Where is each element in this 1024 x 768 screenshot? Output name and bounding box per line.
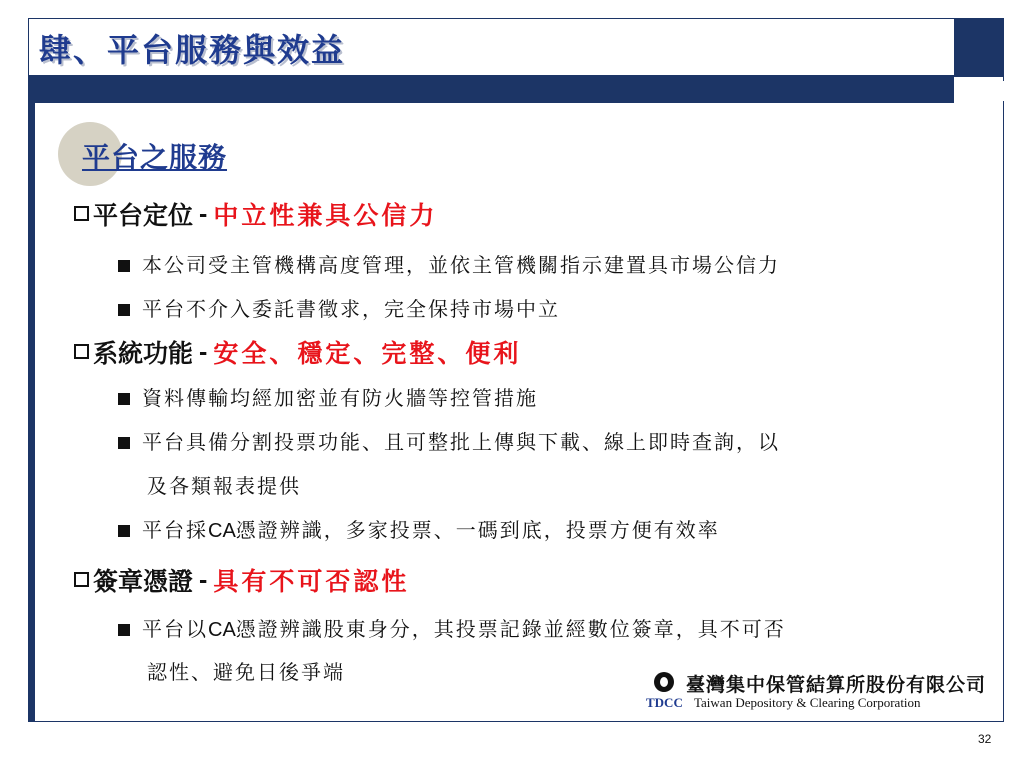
bullet-text: 平台採 <box>142 518 208 542</box>
bullet-text: 本公司受主管機構高度管理，並依主管機關指示建置具市場公信力 <box>142 253 780 277</box>
heading-signature-certificate <box>74 562 409 598</box>
title-corner-block <box>954 19 1004 77</box>
title-bar <box>29 19 955 75</box>
logo-chinese-name: 臺灣集中保管結算所股份有限公司 <box>686 674 987 696</box>
left-accent-bar <box>29 103 35 722</box>
bullet-text-ca: CA <box>208 520 236 542</box>
heading-system-functions <box>74 334 521 370</box>
checkbox-outline-icon <box>74 206 89 221</box>
title-band <box>29 75 954 103</box>
logo-abbreviation: TDCC <box>646 695 683 710</box>
square-bullet-icon <box>118 624 130 636</box>
bullet-item <box>118 293 560 322</box>
square-bullet-icon <box>118 437 130 449</box>
bullet-text: 平台以 <box>142 617 208 641</box>
bullet-item <box>118 514 720 543</box>
checkbox-outline-icon <box>74 344 89 359</box>
bullet-item <box>118 249 780 278</box>
bullet-text: 平台具備分割投票功能、且可整批上傳與下載、線上即時查詢，以 <box>142 430 780 454</box>
bullet-item <box>118 613 786 642</box>
heading-positioning <box>74 196 437 232</box>
bullet-text: 憑證辨識股東身分，其投票記錄並經數位簽章，具不可否 <box>235 617 786 641</box>
heading-label: 簽章憑證 <box>93 567 194 596</box>
checkbox-outline-icon <box>74 572 89 587</box>
heading-label: 系統功能 <box>93 339 194 368</box>
bullet-text: 平台不介入委託書徵求，完全保持市場中立 <box>142 297 560 321</box>
tdcc-logo-icon <box>654 672 674 692</box>
bullet-text-ca: CA <box>208 619 236 641</box>
bullet-item <box>118 426 780 455</box>
square-bullet-icon <box>118 304 130 316</box>
page-number: 32 <box>978 732 992 746</box>
square-bullet-icon <box>118 525 130 537</box>
heading-highlight: 安全、穩定、完整、便利 <box>213 339 522 368</box>
bullet-text: 憑證辨識，多家投票、一碼到底，投票方便有效率 <box>235 518 720 542</box>
heading-separator: - <box>199 337 208 366</box>
bullet-item <box>118 382 538 411</box>
bullet-text: 資料傳輸均經加密並有防火牆等控管措施 <box>142 386 538 410</box>
heading-highlight: 具有不可否認性 <box>213 567 410 596</box>
logo-english-name: Taiwan Depository & Clearing Corporation <box>694 695 921 710</box>
heading-label: 平台定位 <box>93 201 194 230</box>
slide-title: 肆、平台服務與效益 <box>39 31 346 69</box>
square-bullet-icon <box>118 260 130 272</box>
section-title: 平台之服務 <box>82 141 228 174</box>
title-band-gap <box>955 81 1004 101</box>
bullet-continuation: 及各類報表提供 <box>147 474 301 498</box>
heading-highlight: 中立性兼具公信力 <box>213 201 438 230</box>
heading-separator: - <box>199 199 208 228</box>
company-logo <box>646 668 987 712</box>
bullet-continuation: 認性、避免日後爭端 <box>147 660 345 684</box>
heading-separator: - <box>199 565 208 594</box>
square-bullet-icon <box>118 393 130 405</box>
